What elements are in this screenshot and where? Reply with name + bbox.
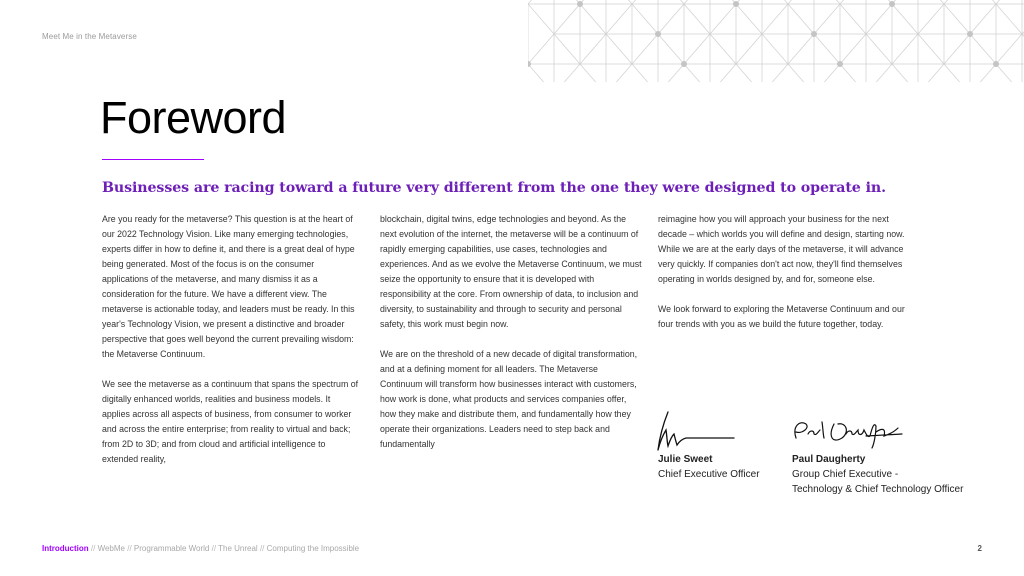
- footer-nav-webme[interactable]: WebMe: [97, 544, 125, 553]
- footer-nav-introduction[interactable]: Introduction: [42, 544, 89, 553]
- network-pattern-decoration: [528, 0, 1024, 82]
- page-subtitle: Businesses are racing toward a future very different from the one they were designed to operate in.: [102, 180, 886, 196]
- footer-nav-computing-the-impossible[interactable]: Computing the Impossible: [266, 544, 360, 553]
- signatory-name: Paul Daugherty: [792, 454, 866, 465]
- signatory-julie-sweet: [658, 452, 760, 482]
- body-column-1: [102, 212, 360, 482]
- header-eyebrow: Meet Me in the Metaverse: [42, 32, 137, 41]
- signatory-title: Chief Executive Officer: [658, 469, 760, 480]
- signatory-paul-daugherty: [792, 452, 1002, 497]
- paragraph: reimagine how you will approach your business for the next decade – which worlds you will define and design, starting now. While we are at the early days of the metaverse, it will advance very quickly. If companies don't act now, they'll find themselves operating in worlds designed by, and for, someone else.: [658, 214, 905, 284]
- signature-paul-daugherty: [790, 416, 906, 452]
- paragraph: blockchain, digital twins, edge technologies and beyond. As the next evolution of the internet, the metaverse will be a continuum of rapidly emerging capabilities, use cases, technologies and experiences. And as we evolve the Metaverse Continuum, we must seize the opportunity to ensure that it is developed with responsibility at the core. From ownership of data, to inclusion and diversity, to sustainability and through to security and personal safety, this work must begin now.: [380, 214, 642, 329]
- page-number: 2: [977, 544, 982, 553]
- paragraph: Are you ready for the metaverse? This question is at the heart of our 2022 Technology Vision. Like many emerging technologies, experts differ in how to define it, and there is a great deal of hype being generated. Most of the focus is on the consumer applications of the metaverse, and many dismiss it as a consideration for the future. We have a different view. The metaverse is actionable today, and leaders must be ready. In this year's Technology Vision, we present a distinctive and broader perspective that goes well beyond the current prevailing wisdom: the Metaverse Continuum.: [102, 214, 355, 359]
- nav-separator: //: [90, 544, 96, 553]
- page-title: Foreword: [100, 92, 287, 143]
- signatory-title: Technology & Chief Technology Officer: [792, 484, 964, 495]
- footer-nav-the-unreal[interactable]: The Unreal: [218, 544, 258, 553]
- paragraph: We look forward to exploring the Metaverse Continuum and our four trends with you as we build the future together, today.: [658, 304, 905, 329]
- paragraph: We are on the threshold of a new decade of digital transformation, and at a defining moment for all leaders. The Metaverse Continuum will transform how businesses interact with customers, how work is done, what products and services companies offer, how they make and distribute them, and fundamentally how they operate their organizations. Leaders need to step back and fundamentally: [380, 349, 638, 449]
- footer-nav: [42, 544, 359, 553]
- signatory-title: Group Chief Executive -: [792, 469, 899, 480]
- title-underline: [102, 159, 204, 160]
- signature-julie-sweet: [654, 408, 738, 454]
- footer-nav-programmable-world[interactable]: Programmable World: [133, 544, 210, 553]
- signatory-name: Julie Sweet: [658, 454, 713, 465]
- nav-separator: //: [259, 544, 265, 553]
- body-column-3: [658, 212, 920, 347]
- body-column-2: [380, 212, 642, 467]
- nav-separator: //: [211, 544, 217, 553]
- paragraph: We see the metaverse as a continuum that spans the spectrum of digitally enhanced worlds, realities and business models. It applies across all aspects of business, from consumer to worker and across the entire enterprise; from reality to virtual and back; from 2D to 3D; and from cloud and artificial intelligence to extended reality,: [102, 379, 359, 464]
- nav-separator: //: [127, 544, 132, 553]
